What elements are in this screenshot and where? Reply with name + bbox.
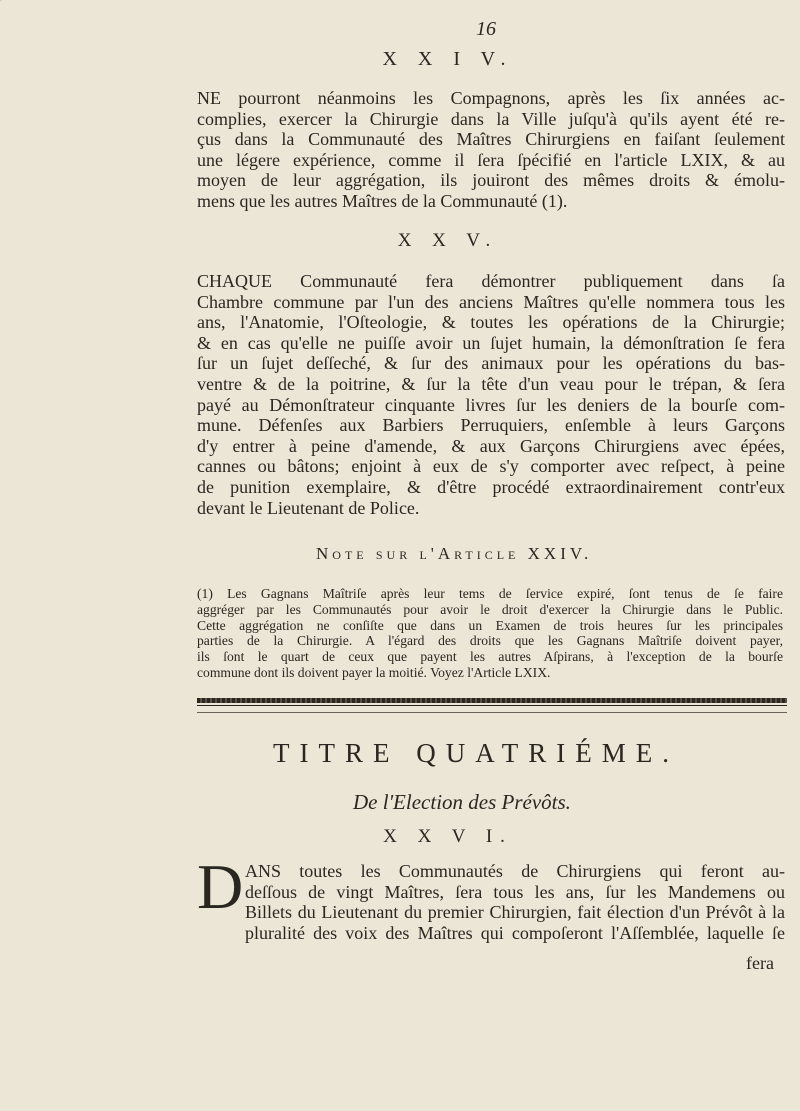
note-heading: Note sur l'Article XXIV. <box>316 544 593 563</box>
text-line: deſſous de vingt Maîtres, ſera tous les ans, ſur les Mandemens ou <box>245 881 785 902</box>
note-line: parties de la Chirurgie. A l'égard des droits que les Gagnans Maîtriſe doivent payer, <box>197 633 783 649</box>
ornamental-rule <box>197 698 787 703</box>
corner-mark <box>0 0 72 36</box>
text-line: d'y entrer à peine d'amende, & aux Garçons Chirurgiens avec épées, <box>197 435 785 456</box>
text-line: CHAQUE Communauté fera démontrer publiquement dans ſa <box>197 271 785 291</box>
text-line: çus dans la Communauté des Maîtres Chirurgiens en faiſant ſeulement <box>197 129 785 150</box>
text-line: mune. Défenſes aux Barbiers Perruquiers, enſemble à leurs Garçons <box>197 415 785 436</box>
note-line: aggréger par les Communautés pour avoir le droit d'exercer la Chirurgie dans le Public. <box>197 601 783 617</box>
article-26-heading: X X V I. <box>383 826 513 847</box>
footnote <box>197 586 783 681</box>
article-26-text <box>245 861 785 943</box>
page-number: 16 <box>476 18 496 40</box>
text-line: payé au Démonſtrateur cinquante livres ſur les deniers de la bourſe com- <box>197 394 785 415</box>
catchword: fera <box>746 953 774 973</box>
text-line: une légere expérience, comme il ſera ſpécifié en l'article LXIX, & au <box>197 149 785 170</box>
text-line: complies, exercer la Chirurgie dans la Ville juſqu'à qu'ils ayent été re- <box>197 108 785 129</box>
section-title: TITRE QUATRIÉME. <box>273 738 679 768</box>
text-line: moyen de leur aggrégation, ils jouiront des mêmes droits & émolu- <box>197 170 785 191</box>
section-subtitle: De l'Election des Prévôts. <box>353 790 571 814</box>
text-line: & en cas qu'elle ne puiſſe avoir un ſujet humain, la démonſtration ſe fera <box>197 332 785 353</box>
article-25-heading: X X V. <box>397 230 499 251</box>
divider <box>197 712 787 713</box>
note-line: commune dont ils doivent payer la moitié. Voyez l'Article LXIX. <box>197 664 551 680</box>
text-line: cannes ou bâtons; enjoint à eux de s'y comporter avec reſpect, à peine <box>197 456 785 477</box>
drop-cap: D <box>197 851 244 922</box>
text-line: devant le Lieutenant de Police. <box>197 497 420 518</box>
text-line: ANS toutes les Communautés de Chirurgiens qui feront au- <box>245 861 785 881</box>
article-24-heading: X X I V. <box>382 48 514 70</box>
text-line: Chambre commune par l'un des anciens Maîtres qu'elle nommera tous les <box>197 291 785 312</box>
text-line: de punition exemplaire, & d'être procédé extraordinairement contr'eux <box>197 476 785 497</box>
note-line: (1) Les Gagnans Maîtriſe après leur tems de ſervice expiré, ſont tenus de ſe faire <box>197 586 783 601</box>
text-line: Billets du Lieutenant du premier Chirurgien, fait élection d'un Prévôt à la <box>245 902 785 923</box>
text-line: mens que les autres Maîtres de la Communauté (1). <box>197 190 568 211</box>
divider <box>197 705 787 706</box>
text-line: ſur un ſujet deſſeché, & ſur des animaux pour les opérations du bas- <box>197 353 785 374</box>
text-line: ventre & de la poitrine, & ſur la tête d'un veau pour le trépan, & ſera <box>197 373 785 394</box>
text-line: ans, l'Anatomie, l'Oſteologie, & toutes les opérations de la Chirurgie; <box>197 312 785 333</box>
note-line: Cette aggrégation ne conſiſte que dans un Examen de trois heures ſur les principales <box>197 617 783 633</box>
text-line: NE pourront néanmoins les Compagnons, après les ſix années ac- <box>197 88 785 108</box>
article-25-text <box>197 271 785 518</box>
text-line: pluralité des voix des Maîtres qui compoſeront l'Aſſemblée, laquelle ſe <box>245 922 785 943</box>
article-24-text <box>197 88 785 212</box>
note-line: ils ſont le quart de ceux que payent les autres Aſpirans, à l'exception de la bourſe <box>197 649 783 665</box>
